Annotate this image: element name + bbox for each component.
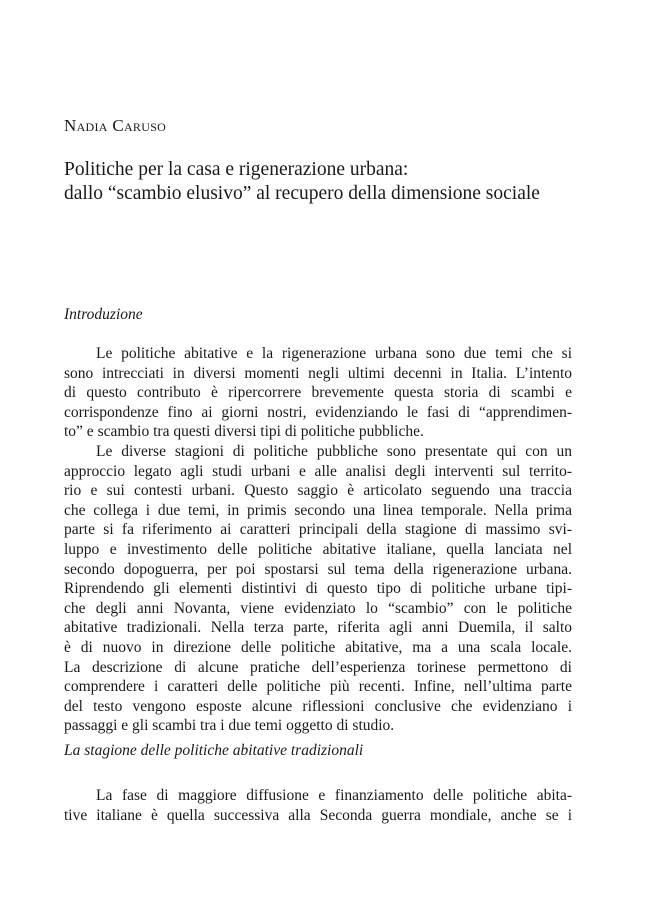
chapter-title-line: dallo “scambio elusivo” al recupero della dimensione sociale	[64, 183, 540, 204]
text-line: corrispondenze fino ai giorni nostri, evidenziando le fasi di “apprendimen-	[64, 403, 572, 421]
text-line: La descrizione di alcune pratiche dell’esperienza torinese permettono di	[64, 658, 572, 676]
section-body-introduzione	[64, 344, 572, 736]
text-line: to” e scambio tra questi diversi tipi di politiche pubbliche.	[64, 423, 424, 441]
text-line: tive italiane è quella successiva alla Seconda guerra mondiale, anche se i	[64, 806, 572, 824]
text-line: sono intrecciati in diversi momenti negli ultimi decenni in Italia. L’intento	[64, 364, 572, 382]
text-line: La fase di maggiore diffusione e finanziamento delle politiche abita-	[96, 787, 572, 804]
section-body-stagione	[64, 786, 572, 825]
text-line: Le politiche abitative e la rigenerazione urbana sono due temi che si	[96, 345, 572, 362]
text-line: comprendere i caratteri delle politiche più recenti. Infine, nell’ultima parte	[64, 678, 572, 696]
chapter-title-line: Politiche per la casa e rigenerazione urbana:	[64, 159, 409, 180]
text-line: Riprendendo gli elementi distintivi di questo tipo di politiche urbane tipi-	[64, 580, 572, 598]
text-line: abitative tradizionali. Nella terza parte, riferita agli anni Duemila, il salto	[64, 619, 572, 637]
text-line: secondo dopoguerra, per poi spostarsi sul tema della rigenerazione urbana.	[64, 560, 572, 578]
text-line: Le diverse stagioni di politiche pubbliche sono presentate qui con un	[96, 442, 572, 460]
text-line: approccio legato agli studi urbani e alle analisi degli interventi sul territo-	[64, 462, 572, 480]
text-line: di questo contributo è ripercorrere brevemente questa storia di scambi e	[64, 384, 572, 402]
text-line: luppo e investimento delle politiche abitative italiane, quella lanciata nel	[64, 540, 572, 558]
chapter-title	[64, 158, 572, 206]
text-line: è di nuovo in direzione delle politiche abitative, ma a una scala locale.	[64, 638, 572, 656]
text-line: che collega i due temi, in primis secondo una linea temporale. Nella prima	[64, 501, 572, 519]
text-line: parte si fa riferimento ai caratteri principali della stagione di massimo svi-	[64, 521, 572, 539]
author-name: Nadia Caruso	[64, 116, 167, 135]
section-heading-introduzione: Introduzione	[64, 306, 143, 323]
text-line: passaggi e gli scambi tra i due temi oggetto di studio.	[64, 717, 395, 735]
text-line: rio e sui contesti urbani. Questo saggio è articolato seguendo una traccia	[64, 482, 572, 500]
section-heading-stagione: La stagione delle politiche abitative tradizionali	[64, 742, 364, 759]
text-line: che degli anni Novanta, viene evidenziato lo “scambio” con le politiche	[64, 599, 572, 617]
text-line: del testo vengono esposte alcune riflessioni conclusive che evidenziano i	[64, 697, 572, 715]
